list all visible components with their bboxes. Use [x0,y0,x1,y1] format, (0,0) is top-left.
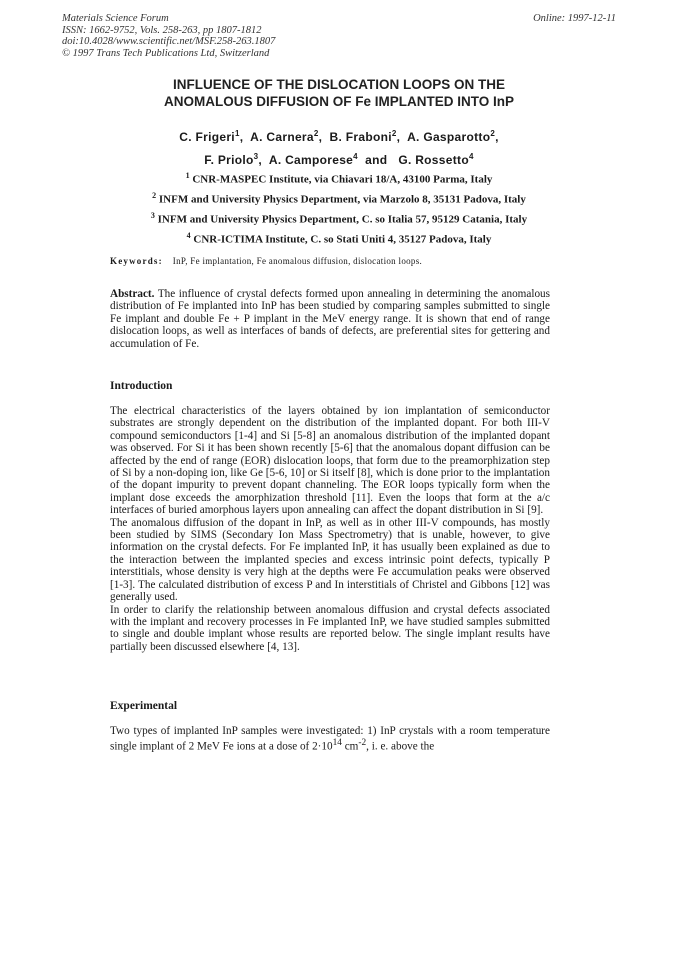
paragraph [110,725,550,754]
affiliation [60,208,618,228]
affiliation-sup: 4 [186,231,191,241]
journal-name: Materials Science Forum [62,13,169,24]
affiliation-text: CNR-MASPEC Institute, via Chiavari 18/A, 43100 Parma, Italy [192,173,493,186]
affiliation-text: INFM and University Physics Department, via Marzolo 8, 35131 Padova, Italy [158,193,526,206]
text-run: , i. e. above the [366,741,435,754]
abstract-label: Abstract. [110,288,155,300]
experimental-heading: Experimental [110,700,178,712]
author-line-1: C. Frigeri$^1$, A. Carnera$^2$, B. Fraboni$^2$, A. Gasparotto$^2$, [179,129,499,144]
author-list [60,124,618,170]
title-line-1: INFLUENCE OF THE DISLOCATION LOOPS ON THE [172,77,505,92]
keywords-text: InP, Fe implantation, Fe anomalous diffusion, dislocation loops. [172,256,423,266]
author-sup: 2 [313,129,319,138]
paper-title [60,76,618,110]
paragraph: In order to clarify the relationship between anomalous diffusion and crystal defects associated with the implant and recovery processes in Fe implanted InP, we have studied samples submitted to single and double implant whose results are reported below. The single implant results have partially been discussed elsewhere [4, 13]. [110,603,550,653]
affiliation-sup: 3 [150,211,155,221]
doi-link[interactable]: doi:10.4028/www.scientific.net/MSF.258-263.1807 [62,36,276,47]
affiliation [60,228,618,248]
affiliation-list [60,168,618,249]
online-date: Online: 1997-12-11 [533,13,616,24]
experimental-body [110,725,550,754]
author: C. Frigeri [179,130,235,144]
author: F. Priolo [204,153,254,167]
introduction-body [110,405,550,653]
author: A. Gasparotto [407,130,491,144]
keywords-label: Keywords: [110,256,163,266]
author-sup: 4 [353,152,358,161]
author-sup: 1 [234,129,240,138]
exponent: 14 [332,738,342,749]
title-line-2: ANOMALOUS DIFFUSION OF Fe IMPLANTED INTO InP [164,94,514,109]
author-line-2: F. Priolo$^3$, A. Camporese$^4$ and G. Rossetto$^4$ [204,152,474,167]
author-sup: 2 [490,129,496,138]
author-sup: 2 [391,129,397,138]
paragraph: The electrical characteristics of the layers obtained by ion implantation of semiconductor substrates are strongly dependent on the distribution of the implanted dopant. For both III-V compound semiconductors [1-4] and Si [5-8] an anomalous distribution of the implanted dopant was observed. For Si it has been shown recently [5-6] that the anomalous dopant diffusion can be affected by the end of range (EOR) dislocation loops, that form due to the preamorphization step of Si by a non-doping ion, like Ge [5-6, 10] or Si itself [8], which is done prior to the implantation of the dopant impurity to prevent dopant channeling. The EOR loops typically form when the implant dose exceeds the amorphization threshold [11]. Even the loops that form at the a/c interfaces of buried amorphous layers upon annealing can affect the dopant distribution in Si [9]. [110,405,550,517]
author: A. Camporese [268,153,354,167]
text-run: cm [341,741,359,754]
affiliation-text: CNR-ICTIMA Institute, C. so Stati Uniti 4, 35127 Padova, Italy [193,234,492,247]
author: B. Fraboni [329,130,392,144]
introduction-heading: Introduction [110,380,173,392]
keywords [110,256,422,266]
affiliation-sup: 2 [152,191,157,201]
exponent: -2 [358,738,367,749]
journal-header [62,13,275,59]
paragraph: The anomalous diffusion of the dopant in InP, as well as in other III-V compounds, has mostly been studied by SIMS (Secondary Ion Mass Spectrometry) that is unable, however, to give information on the crystal defects. For Fe implanted InP, it has usually been explained as due to the interaction between the implanted species and excess intrinsic point defects, typically P interstitials, whose density is very high at the depths were Fe accumulation peaks were observed [1-3]. The calculated distribution of excess P and In interstitials of Christel and Gibbons [12] was generally used. [110,516,550,604]
affiliation [60,168,618,188]
text-run: Two types of implanted InP samples were investigated: 1) InP crystals with a room temperature single implant of 2 MeV Fe ions at a dose of 2·10 [110,725,550,754]
abstract-text: The influence of crystal defects formed upon annealing in determining the anomalous distribution of Fe implanted into InP has been studied by comparing samples submitted to single Fe implant and double Fe + P implant in the MeV energy range. It is shown that end of range dislocation loops, as well as interfaces of bands of defects, are preferential sites for gettering and accumulation of Fe. [110,288,550,350]
affiliation-sup: 1 [185,171,190,180]
affiliation [60,188,618,208]
author-sup: 4 [468,152,474,161]
author: G. Rossetto [398,153,469,167]
author-sup: 3 [253,152,259,161]
affiliation-text: INFM and University Physics Department, C. so Italia 57, 95129 Catania, Italy [157,213,528,226]
author: A. Carnera [250,130,314,144]
issn-line: ISSN: 1662-9752, Vols. 258-263, pp 1807-1812 [62,24,262,36]
copyright-line: © 1997 Trans Tech Publications Ltd, Switzerland [62,47,270,59]
abstract [110,288,550,350]
